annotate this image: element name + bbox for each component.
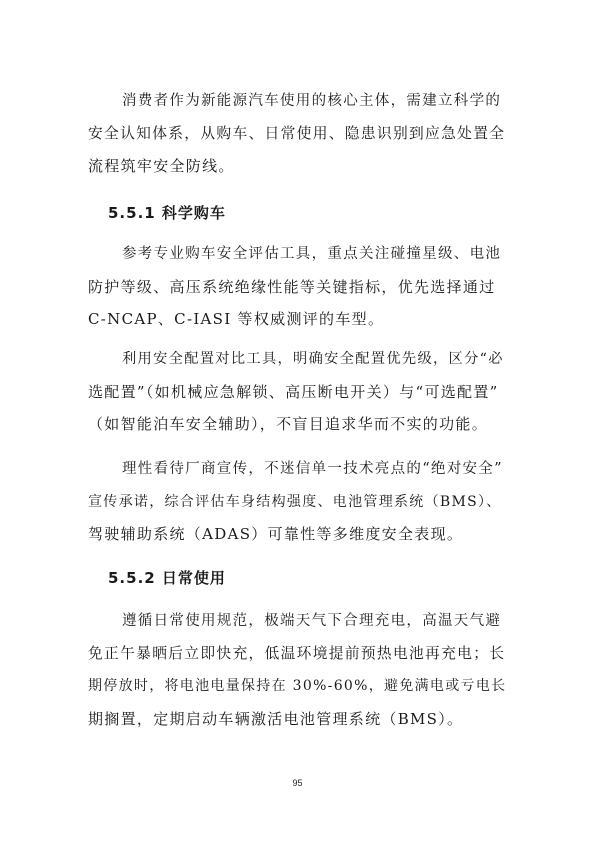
- purchase-paragraph-1: [88, 238, 506, 336]
- text-line: 理性看待厂商宣传，不迷信单一技术亮点的“绝对安全”: [122, 461, 503, 477]
- text-line: 免正午暴晒后立即快充，低温环境提前预热电池再充电；长: [88, 644, 506, 662]
- intro-paragraph: [88, 85, 506, 183]
- purchase-paragraph-2: [88, 343, 506, 441]
- text-line: 参考专业购车安全评估工具，重点关注碰撞星级、电池: [122, 246, 502, 262]
- text-line: 遵循日常使用规范，极端天气下合理充电，高温天气避: [122, 613, 502, 629]
- text-line: 利用安全配置对比工具，明确安全配置优先级，区分“必: [122, 351, 504, 367]
- section-heading-5-5-1: 5.5.1 科学购车: [108, 204, 226, 222]
- daily-use-paragraph: [88, 605, 506, 735]
- text-line: 流程筑牢安全防线。: [88, 157, 235, 175]
- text-line: 消费者作为新能源汽车使用的核心主体，需建立科学的: [122, 93, 502, 109]
- text-line: 期搁置，定期启动车辆激活电池管理系统（BMS）。: [88, 709, 464, 728]
- text-line: 选配置”（如机械应急解锁、高压断电开关）与“可选配置”: [88, 382, 499, 401]
- page-number: 95: [292, 778, 303, 788]
- text-line: 期停放时，将电池电量保持在 30%-60%，避免满电或亏电长: [88, 678, 507, 694]
- text-line: （如智能泊车安全辅助），不盲目追求华而不实的功能。: [88, 415, 489, 433]
- section-heading-5-5-2: 5.5.2 日常使用: [108, 569, 226, 587]
- text-line: 防护等级、高压系统绝缘性能等关键指标，优先选择通过: [88, 277, 496, 296]
- text-line: 安全认知体系，从购车、日常使用、隐患识别到应急处置全: [88, 124, 506, 142]
- purchase-paragraph-3: [88, 453, 506, 551]
- text-line: 宣传承诺，综合评估车身结构强度、电池管理系统（BMS）、: [88, 493, 502, 510]
- text-line: C-NCAP、C-IASI 等权威测评的车型。: [88, 310, 385, 328]
- text-line: 驾驶辅助系统（ADAS）可靠性等多维度安全表现。: [88, 525, 464, 543]
